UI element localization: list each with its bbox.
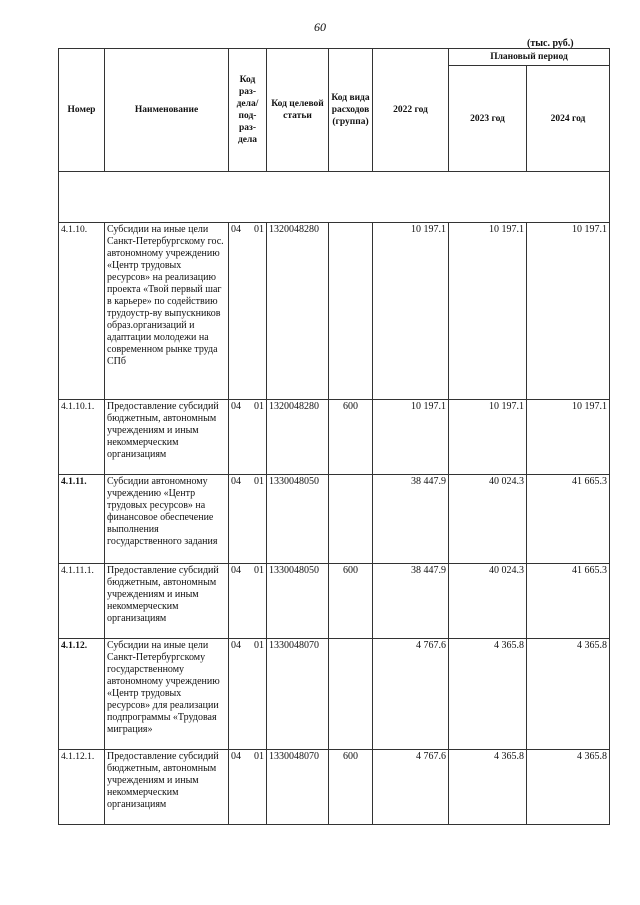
row-2023: 10 197.1 (449, 400, 527, 475)
budget-table (58, 48, 610, 825)
row-target: 1330048050 (267, 564, 329, 639)
row-section: 04 01 (229, 223, 267, 400)
header-2023: 2023 год (449, 66, 527, 172)
table-row (59, 564, 610, 639)
table-row (59, 750, 610, 825)
row-2024: 10 197.1 (527, 223, 610, 400)
row-expense: 600 (329, 564, 373, 639)
row-2022: 4 767.6 (373, 639, 449, 750)
header-target: Код целевой статьи (267, 49, 329, 172)
table-row (59, 400, 610, 475)
row-name: Субсидии на иные цели Санкт-Петербургскому гос. автономному учреждению «Центр трудовых ресурсов» на реализацию проекта «Твой первый шаг в карьере» по содействию трудоустр-ву выпускников образ.организаций и адаптации молодежи на современном рынке труда СПб (105, 223, 229, 400)
row-section: 04 01 (229, 750, 267, 825)
row-2024: 4 365.8 (527, 639, 610, 750)
table-row (59, 223, 610, 400)
header-section: Код раз-дела/ под-раз-дела (229, 49, 267, 172)
row-target: 1330048070 (267, 750, 329, 825)
row-2023: 10 197.1 (449, 223, 527, 400)
header-2024: 2024 год (527, 66, 610, 172)
row-section: 04 01 (229, 639, 267, 750)
page-number: 60 (314, 20, 326, 34)
row-2022: 38 447.9 (373, 475, 449, 564)
row-number: 4.1.11. (59, 475, 105, 564)
row-name: Предоставление субсидий бюджетным, автономным учреждениям и иным некоммерческим организациям (105, 564, 229, 639)
row-2022: 4 767.6 (373, 750, 449, 825)
row-number: 4.1.10. (59, 223, 105, 400)
row-expense: 600 (329, 750, 373, 825)
table-row (59, 639, 610, 750)
row-number: 4.1.12. (59, 639, 105, 750)
row-2022: 10 197.1 (373, 400, 449, 475)
row-expense (329, 639, 373, 750)
header-2022: 2022 год (373, 49, 449, 172)
row-number: 4.1.10.1. (59, 400, 105, 475)
row-target: 1330048050 (267, 475, 329, 564)
row-section: 04 01 (229, 564, 267, 639)
row-2023: 40 024.3 (449, 564, 527, 639)
row-2022: 38 447.9 (373, 564, 449, 639)
row-2023: 40 024.3 (449, 475, 527, 564)
row-expense: 600 (329, 400, 373, 475)
row-target: 1320048280 (267, 400, 329, 475)
row-2024: 10 197.1 (527, 400, 610, 475)
row-section: 04 01 (229, 475, 267, 564)
header-name: Наименование (105, 49, 229, 172)
row-2024: 4 365.8 (527, 750, 610, 825)
row-2022: 10 197.1 (373, 223, 449, 400)
units-label: (тыс. руб.) (527, 38, 574, 49)
row-name: Предоставление субсидий бюджетным, автономным учреждениям и иным некоммерческим организациям (105, 750, 229, 825)
row-2024: 41 665.3 (527, 475, 610, 564)
header-planned: Плановый период (449, 49, 610, 66)
row-number: 4.1.12.1. (59, 750, 105, 825)
row-2023: 4 365.8 (449, 639, 527, 750)
row-name: Предоставление субсидий бюджетным, автономным учреждениям и иным некоммерческим организациям (105, 400, 229, 475)
header-expense: Код вида расходов (группа) (329, 49, 373, 172)
row-expense (329, 223, 373, 400)
row-target: 1330048070 (267, 639, 329, 750)
header-row (59, 49, 610, 66)
header-number: Номер (59, 49, 105, 172)
row-section: 04 01 (229, 400, 267, 475)
row-name: Субсидии на иные цели Санкт-Петербургскому государственному автономному учреждению «Центр трудовых ресурсов» для реализации подпрограммы «Трудовая миграция» (105, 639, 229, 750)
table-row (59, 475, 610, 564)
row-2024: 41 665.3 (527, 564, 610, 639)
row-2023: 4 365.8 (449, 750, 527, 825)
row-name: Субсидии автономному учреждению «Центр трудовых ресурсов» на финансовое обеспечение выполнения государственного задания (105, 475, 229, 564)
row-number: 4.1.11.1. (59, 564, 105, 639)
row-target: 1320048280 (267, 223, 329, 400)
row-expense (329, 475, 373, 564)
